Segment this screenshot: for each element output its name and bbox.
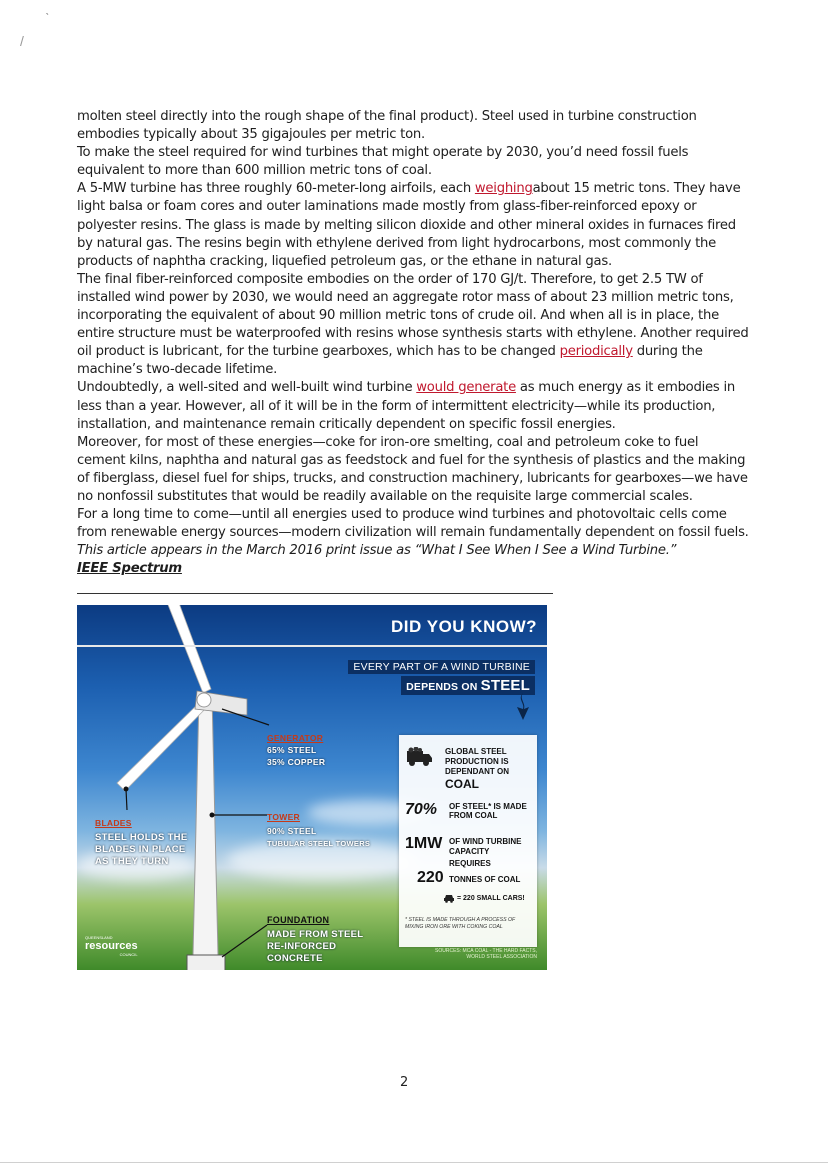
hub	[197, 693, 211, 707]
logo-suffix: COUNCIL	[119, 952, 138, 957]
tonnes-value: 220	[417, 869, 444, 886]
coal-truck-icon	[405, 747, 433, 767]
weighing-link[interactable]: weighing	[474, 181, 533, 197]
mw-line2: CAPACITY	[449, 847, 490, 856]
global-line3: DEPENDANT ON	[445, 767, 510, 776]
tagline-line1: EVERY PART OF A WIND TURBINE	[348, 660, 535, 674]
blade-left	[117, 701, 207, 791]
source-line: IEEE Spectrum	[77, 561, 182, 577]
sources-line2: WORLD STEEL ASSOCIATION	[466, 954, 537, 960]
foundation-line1: MADE FROM STEEL	[267, 929, 364, 940]
blades-title: BLADES	[95, 818, 132, 828]
paragraph-4	[77, 271, 749, 380]
steel-footnote-line1: * STEEL IS MADE THROUGH A PROCESS OF	[405, 917, 516, 923]
global-coal: COAL	[445, 777, 479, 791]
scan-mark-left: /	[20, 33, 24, 49]
title-divider	[77, 645, 547, 647]
foundation-block	[187, 955, 225, 970]
generator-copper: 35% COPPER	[267, 757, 326, 767]
paragraph-3	[77, 180, 749, 270]
blades-line2: BLADES IN PLACE	[95, 844, 186, 855]
paragraph-3-after: about 15 metric tons. They have light balsa or foam cores and outer laminations made mostly from glass-fiber-reinforced epoxy or polyester resins. The glass is made by melting silicon dioxide and other mineral oxides in furnaces fired by natural gas. The resins begin with ethylene derived from light hydrocarbons, most commonly the products of naphtha cracking, liquefied petroleum gas, or the ethane in natural gas.	[77, 181, 741, 269]
pct-line2: FROM COAL	[449, 811, 498, 820]
foundation-title: FOUNDATION	[267, 915, 330, 925]
foundation-line2: RE-INFORCED	[267, 941, 337, 952]
arrow-down-icon	[513, 693, 533, 721]
sources-credit	[397, 948, 537, 968]
would-generate-link[interactable]: would generate	[416, 380, 516, 396]
mw-value: 1MW	[405, 835, 443, 852]
paragraph-5	[77, 379, 749, 433]
blades-line3: AS THEY TURN	[95, 856, 169, 867]
blade-up	[161, 605, 211, 693]
coal-stats-panel	[399, 735, 537, 947]
global-line2: PRODUCTION IS	[445, 757, 509, 766]
paragraph-5-before: Undoubtedly, a well-sited and well-built wind turbine	[77, 380, 417, 396]
steel-footnote-line2: MIXING IRON ORE WITH COKING COAL	[405, 924, 503, 930]
paragraph-6: Moreover, for most of these energies—coke for iron-ore smelting, coal and petroleum coke to fuel cement kilns, naphtha and natural gas as feedstock and fuel for the synthesis of plastics and the making of fiberglass, diesel fuel for ships, trucks, and construction machinery, lubricants for gearboxes—we have no nonfossil substitutes that would be readily available on the requisite large commercial scales.	[77, 434, 748, 504]
tagline-steel: STEEL	[480, 677, 530, 694]
paragraph-7: For a long time to come—until all energies used to produce wind turbines and photovoltaic cells come from renewable energy sources—modern civilization will remain fundamentally dependent on fossil fuels.	[77, 507, 749, 541]
tower-steel: 90% STEEL	[267, 826, 317, 836]
infographic	[77, 605, 547, 970]
tonnes-label: TONNES OF COAL	[449, 875, 521, 884]
blades-line1: STEEL HOLDS THE	[95, 832, 188, 843]
resources-council-logo	[85, 935, 138, 957]
logo-prefix: QUEENSLAND	[85, 935, 113, 940]
foundation-line3: CONCRETE	[267, 953, 323, 964]
paragraph-5-after: as much energy as it embodies in less than a year. However, all of it will be in the form of intermittent electricity—while its production, installation, and maintenance remain critically dependent on specific fossil energies.	[77, 380, 735, 432]
generator-steel: 65% STEEL	[267, 745, 317, 755]
tower-dot	[210, 813, 215, 818]
print-issue-note: This article appears in the March 2016 print issue as “What I See When I See a Wind Turbine.”	[77, 543, 677, 559]
paragraph-2: To make the steel required for wind turbines that might operate by 2030, you’d need fossil fuels equivalent to more than 600 million metric tons of coal.	[77, 145, 689, 179]
did-you-know-title: DID YOU KNOW?	[391, 617, 537, 636]
tower-shape	[193, 695, 218, 955]
pct-value: 70%	[405, 801, 438, 818]
tower-title: TOWER	[267, 812, 300, 822]
cars-equivalent: = 220 SMALL CARS!	[457, 895, 525, 902]
sources-line1: SOURCES: MCA COAL - THE HARD FACTS,	[435, 948, 537, 954]
generator-title: GENERATOR	[267, 733, 324, 743]
paragraph-1: molten steel directly into the rough shape of the final product). Steel used in turbine construction embodies typically about 35 gigajoules per metric ton.	[77, 109, 697, 143]
periodically-link[interactable]: periodically	[559, 344, 633, 360]
steel-tagline	[348, 657, 535, 697]
pct-line1: OF STEEL* IS MADE	[449, 802, 527, 811]
paragraph-4-after: during the machine’s two-decade lifetime.	[77, 344, 703, 378]
source-rule	[77, 593, 553, 594]
article-body	[77, 108, 749, 578]
car-icon	[443, 893, 455, 903]
mw-line3: REQUIRES	[449, 859, 491, 868]
blades-pointer	[126, 789, 127, 810]
tagline-prefix: DEPENDS ON	[406, 681, 478, 693]
page-bottom-rule	[0, 1162, 828, 1163]
global-line1: GLOBAL STEEL	[445, 747, 507, 756]
paragraph-4-before: The final fiber-reinforced composite embodies on the order of 170 GJ/t. Therefore, to get 2.5 TW of installed wind power by 2030, we would need an aggregate rotor mass of about 23 million metric tons, incorporating the equivalent of about 90 million metric tons of crude oil. And when all is in place, the entire structure must be waterproofed with resins whose synthesis starts with ethylene. Another required oil product is lubricant, for the turbine gearboxes, which has to be changed	[77, 271, 749, 360]
scan-mark-top: ˋ	[45, 10, 50, 26]
logo-word: resources	[85, 940, 138, 952]
page-number: 2	[400, 1075, 409, 1090]
foundation-pointer	[222, 925, 267, 957]
mw-line1: OF WIND TURBINE	[449, 837, 522, 846]
paragraph-3-before: A 5-MW turbine has three roughly 60-meter-long airfoils, each	[77, 181, 475, 197]
tower-tubular: TUBULAR STEEL TOWERS	[267, 839, 371, 848]
blades-dot	[124, 787, 129, 792]
